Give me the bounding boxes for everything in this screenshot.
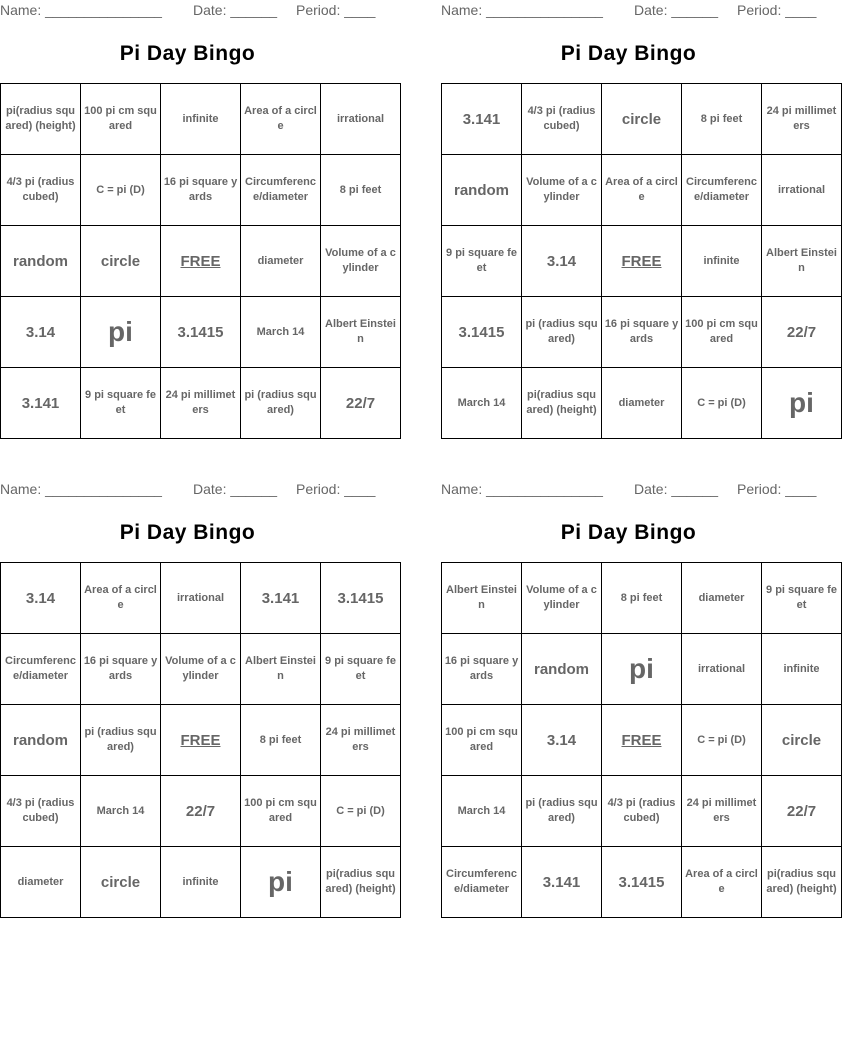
bingo-cell: pi(radius squared) (height) <box>522 368 602 439</box>
bingo-cell: 100 pi cm squared <box>241 776 321 847</box>
bingo-cell: 24 pi millimeters <box>682 776 762 847</box>
period-field: Period: ____ <box>737 481 817 497</box>
bingo-cell: irrational <box>161 563 241 634</box>
bingo-cell: 22/7 <box>321 368 401 439</box>
bingo-grid <box>0 562 401 918</box>
bingo-cell: pi(radius squared) (height) <box>1 84 81 155</box>
bingo-cell: Area of a circle <box>602 155 682 226</box>
name-field: Name: _______________ <box>441 2 603 18</box>
bingo-cell: 3.1415 <box>602 847 682 918</box>
bingo-cell: random <box>442 155 522 226</box>
bingo-cell: pi <box>762 368 842 439</box>
bingo-row <box>1 155 401 226</box>
bingo-cell: 100 pi cm squared <box>682 297 762 368</box>
bingo-cell: random <box>1 705 81 776</box>
date-field: Date: ______ <box>193 481 278 497</box>
student-info-header <box>0 0 375 22</box>
period-field: Period: ____ <box>296 481 376 497</box>
bingo-cell: pi(radius squared) (height) <box>321 847 401 918</box>
bingo-cell: infinite <box>762 634 842 705</box>
bingo-cell: Albert Einstein <box>241 634 321 705</box>
bingo-cell: infinite <box>682 226 762 297</box>
bingo-cell: pi(radius squared) (height) <box>762 847 842 918</box>
bingo-cell: diameter <box>1 847 81 918</box>
bingo-cell: 3.1415 <box>161 297 241 368</box>
bingo-cell: 3.141 <box>1 368 81 439</box>
free-space: FREE <box>602 705 682 776</box>
free-space: FREE <box>161 226 241 297</box>
bingo-row <box>442 705 842 776</box>
bingo-row <box>1 563 401 634</box>
bingo-row <box>1 297 401 368</box>
bingo-cell: Volume of a cylinder <box>321 226 401 297</box>
bingo-cell: March 14 <box>442 368 522 439</box>
bingo-cell: irrational <box>321 84 401 155</box>
bingo-cell: 4/3 pi (radius cubed) <box>522 84 602 155</box>
bingo-cell: 3.1415 <box>321 563 401 634</box>
bingo-cell: 3.14 <box>522 705 602 776</box>
bingo-cell: infinite <box>161 84 241 155</box>
bingo-cell: Area of a circle <box>241 84 321 155</box>
bingo-cell: Area of a circle <box>81 563 161 634</box>
bingo-cell: irrational <box>682 634 762 705</box>
bingo-row <box>1 368 401 439</box>
free-space: FREE <box>602 226 682 297</box>
bingo-cell: 16 pi square yards <box>81 634 161 705</box>
name-field: Name: _______________ <box>0 481 162 497</box>
bingo-cell: pi <box>241 847 321 918</box>
card-title: Pi Day Bingo <box>560 42 697 65</box>
bingo-cell: March 14 <box>241 297 321 368</box>
bingo-cell: 24 pi millimeters <box>762 84 842 155</box>
bingo-cell: 24 pi millimeters <box>161 368 241 439</box>
card-title: Pi Day Bingo <box>119 42 256 65</box>
card-title: Pi Day Bingo <box>119 521 256 544</box>
bingo-cell: 22/7 <box>762 776 842 847</box>
bingo-cell: 22/7 <box>762 297 842 368</box>
bingo-row <box>442 776 842 847</box>
bingo-cell: Albert Einstein <box>442 563 522 634</box>
bingo-cell: 8 pi feet <box>321 155 401 226</box>
bingo-cell: 16 pi square yards <box>442 634 522 705</box>
bingo-cell: diameter <box>682 563 762 634</box>
date-field: Date: ______ <box>634 2 719 18</box>
bingo-cell: 16 pi square yards <box>161 155 241 226</box>
free-space: FREE <box>161 705 241 776</box>
bingo-row <box>442 368 842 439</box>
bingo-cell: 3.141 <box>241 563 321 634</box>
bingo-cell: 4/3 pi (radius cubed) <box>602 776 682 847</box>
bingo-row <box>442 226 842 297</box>
bingo-row <box>1 847 401 918</box>
bingo-cell: 3.14 <box>1 563 81 634</box>
bingo-row <box>442 563 842 634</box>
bingo-cell: Volume of a cylinder <box>522 155 602 226</box>
bingo-row <box>442 847 842 918</box>
bingo-row <box>1 634 401 705</box>
bingo-cell: C = pi (D) <box>81 155 161 226</box>
bingo-row <box>1 776 401 847</box>
student-info-header <box>441 0 816 22</box>
bingo-cell: 9 pi square feet <box>442 226 522 297</box>
bingo-cell: pi (radius squared) <box>522 297 602 368</box>
date-field: Date: ______ <box>193 2 278 18</box>
bingo-cell: random <box>1 226 81 297</box>
bingo-cell: 24 pi millimeters <box>321 705 401 776</box>
bingo-cell: Circumference/diameter <box>241 155 321 226</box>
bingo-row <box>1 84 401 155</box>
bingo-cell: pi (radius squared) <box>522 776 602 847</box>
bingo-cell: 100 pi cm squared <box>81 84 161 155</box>
bingo-cell: 16 pi square yards <box>602 297 682 368</box>
student-info-header <box>0 479 375 501</box>
bingo-cell: 100 pi cm squared <box>442 705 522 776</box>
bingo-cell: 8 pi feet <box>241 705 321 776</box>
name-field: Name: _______________ <box>441 481 603 497</box>
bingo-cell: March 14 <box>81 776 161 847</box>
card-title: Pi Day Bingo <box>560 521 697 544</box>
bingo-cell: circle <box>602 84 682 155</box>
bingo-cell: pi <box>602 634 682 705</box>
bingo-cell: diameter <box>241 226 321 297</box>
bingo-cell: C = pi (D) <box>682 705 762 776</box>
student-info-header <box>441 479 816 501</box>
bingo-row <box>1 705 401 776</box>
date-field: Date: ______ <box>634 481 719 497</box>
bingo-cell: Albert Einstein <box>762 226 842 297</box>
bingo-grid <box>441 83 842 439</box>
bingo-grid <box>0 83 401 439</box>
bingo-cell: C = pi (D) <box>682 368 762 439</box>
bingo-cell: circle <box>762 705 842 776</box>
bingo-cell: Circumference/diameter <box>442 847 522 918</box>
bingo-cell: pi (radius squared) <box>241 368 321 439</box>
bingo-cell: 3.14 <box>522 226 602 297</box>
period-field: Period: ____ <box>296 2 376 18</box>
bingo-cell: 3.141 <box>442 84 522 155</box>
bingo-cell: 3.1415 <box>442 297 522 368</box>
bingo-row <box>442 297 842 368</box>
name-field: Name: _______________ <box>0 2 162 18</box>
bingo-cell: pi <box>81 297 161 368</box>
bingo-cell: circle <box>81 226 161 297</box>
bingo-cell: 9 pi square feet <box>81 368 161 439</box>
bingo-cell: diameter <box>602 368 682 439</box>
bingo-grid <box>441 562 842 918</box>
bingo-row <box>442 634 842 705</box>
bingo-cell: random <box>522 634 602 705</box>
bingo-row <box>1 226 401 297</box>
bingo-cell: Circumference/diameter <box>1 634 81 705</box>
bingo-cell: pi (radius squared) <box>81 705 161 776</box>
bingo-cell: 9 pi square feet <box>762 563 842 634</box>
bingo-cell: 8 pi feet <box>602 563 682 634</box>
bingo-cell: March 14 <box>442 776 522 847</box>
bingo-row <box>442 84 842 155</box>
bingo-cell: Circumference/diameter <box>682 155 762 226</box>
bingo-cell: Volume of a cylinder <box>161 634 241 705</box>
bingo-cell: Albert Einstein <box>321 297 401 368</box>
bingo-row <box>442 155 842 226</box>
period-field: Period: ____ <box>737 2 817 18</box>
bingo-cell: 9 pi square feet <box>321 634 401 705</box>
bingo-cell: 8 pi feet <box>682 84 762 155</box>
bingo-cell: 22/7 <box>161 776 241 847</box>
bingo-cell: 4/3 pi (radius cubed) <box>1 155 81 226</box>
bingo-cell: 3.141 <box>522 847 602 918</box>
bingo-cell: Area of a circle <box>682 847 762 918</box>
bingo-cell: infinite <box>161 847 241 918</box>
bingo-cell: 3.14 <box>1 297 81 368</box>
bingo-cell: circle <box>81 847 161 918</box>
bingo-cell: 4/3 pi (radius cubed) <box>1 776 81 847</box>
bingo-cell: irrational <box>762 155 842 226</box>
bingo-cell: C = pi (D) <box>321 776 401 847</box>
bingo-cell: Volume of a cylinder <box>522 563 602 634</box>
